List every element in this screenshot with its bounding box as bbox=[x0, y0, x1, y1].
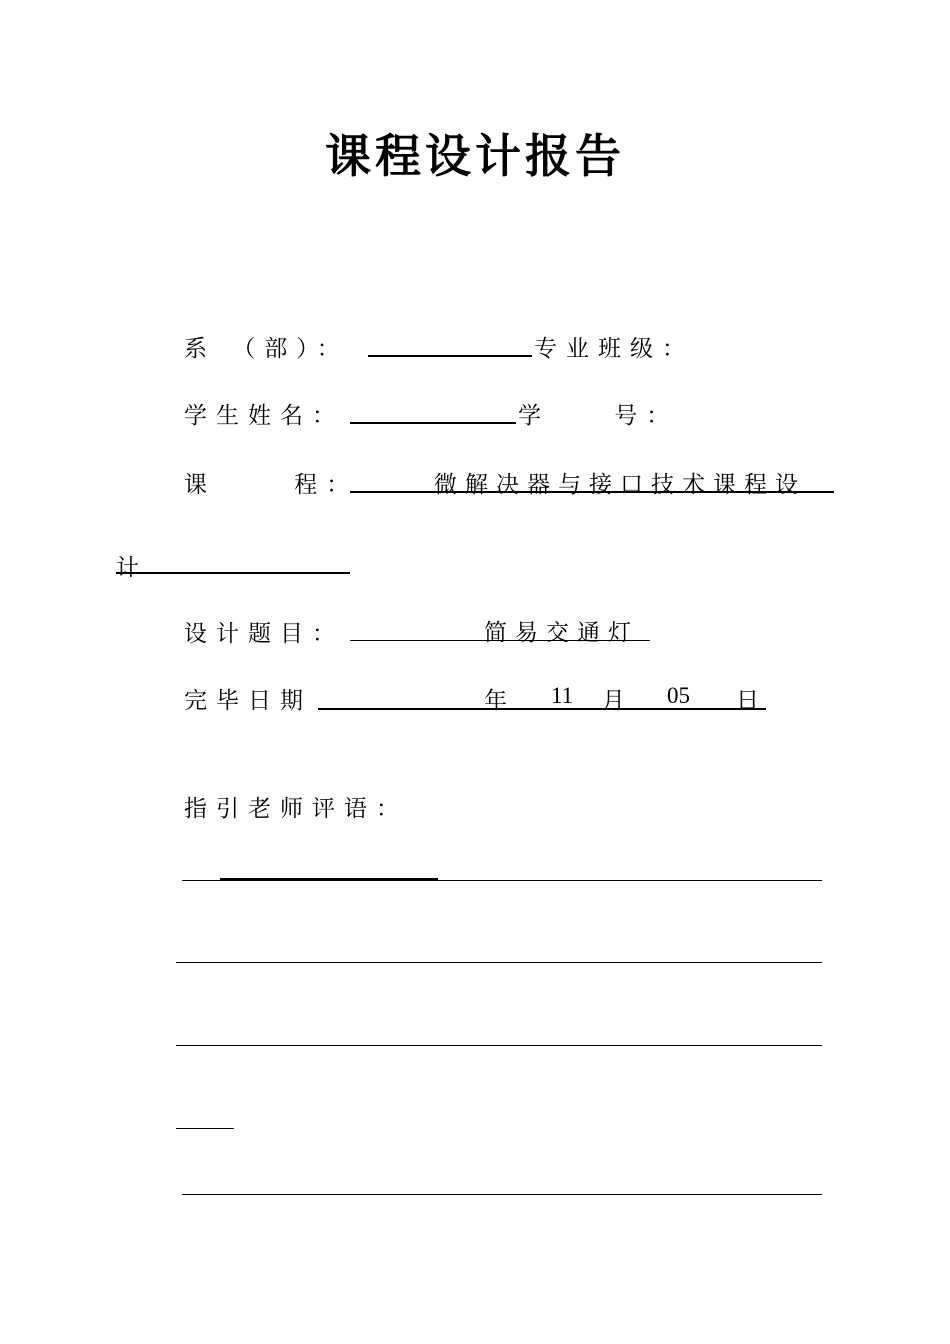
comment-line-3[interactable] bbox=[176, 1045, 822, 1046]
topic-field[interactable] bbox=[350, 640, 650, 641]
date-year: 年 bbox=[484, 688, 515, 714]
comments-label: 指引老师评语： bbox=[184, 796, 408, 822]
course-label: 课 程： bbox=[184, 472, 359, 498]
course-value: 微解决器与接口技术课程设 bbox=[434, 472, 806, 498]
topic-value: 简易交通灯 bbox=[484, 620, 639, 646]
date-field[interactable] bbox=[318, 708, 766, 710]
comment-line-5[interactable] bbox=[182, 1194, 822, 1195]
course-field-line1[interactable] bbox=[350, 491, 834, 493]
date-day-number: 05 bbox=[667, 683, 690, 708]
student-name-label: 学生姓名： bbox=[184, 403, 344, 429]
page-title: 课程设计报告 bbox=[325, 129, 625, 183]
topic-label: 设计题目： bbox=[184, 621, 344, 647]
student-id-label: 学 号： bbox=[518, 403, 679, 429]
date-month: 月 bbox=[602, 688, 633, 714]
date-day: 日 bbox=[736, 688, 767, 714]
course-field-line2[interactable] bbox=[116, 572, 350, 574]
course-value-continued: 计 bbox=[116, 555, 147, 581]
comment-line-2[interactable] bbox=[176, 962, 822, 963]
comment-line-4[interactable] bbox=[176, 1128, 234, 1129]
date-month-number: 11 bbox=[551, 683, 574, 708]
department-label: 系 （部）： bbox=[184, 336, 349, 362]
department-field[interactable] bbox=[368, 355, 532, 357]
class-label: 专业班级： bbox=[534, 336, 694, 362]
student-name-field[interactable] bbox=[350, 422, 516, 424]
comment-line-1[interactable] bbox=[182, 880, 822, 881]
date-label: 完毕日期 bbox=[184, 688, 312, 714]
